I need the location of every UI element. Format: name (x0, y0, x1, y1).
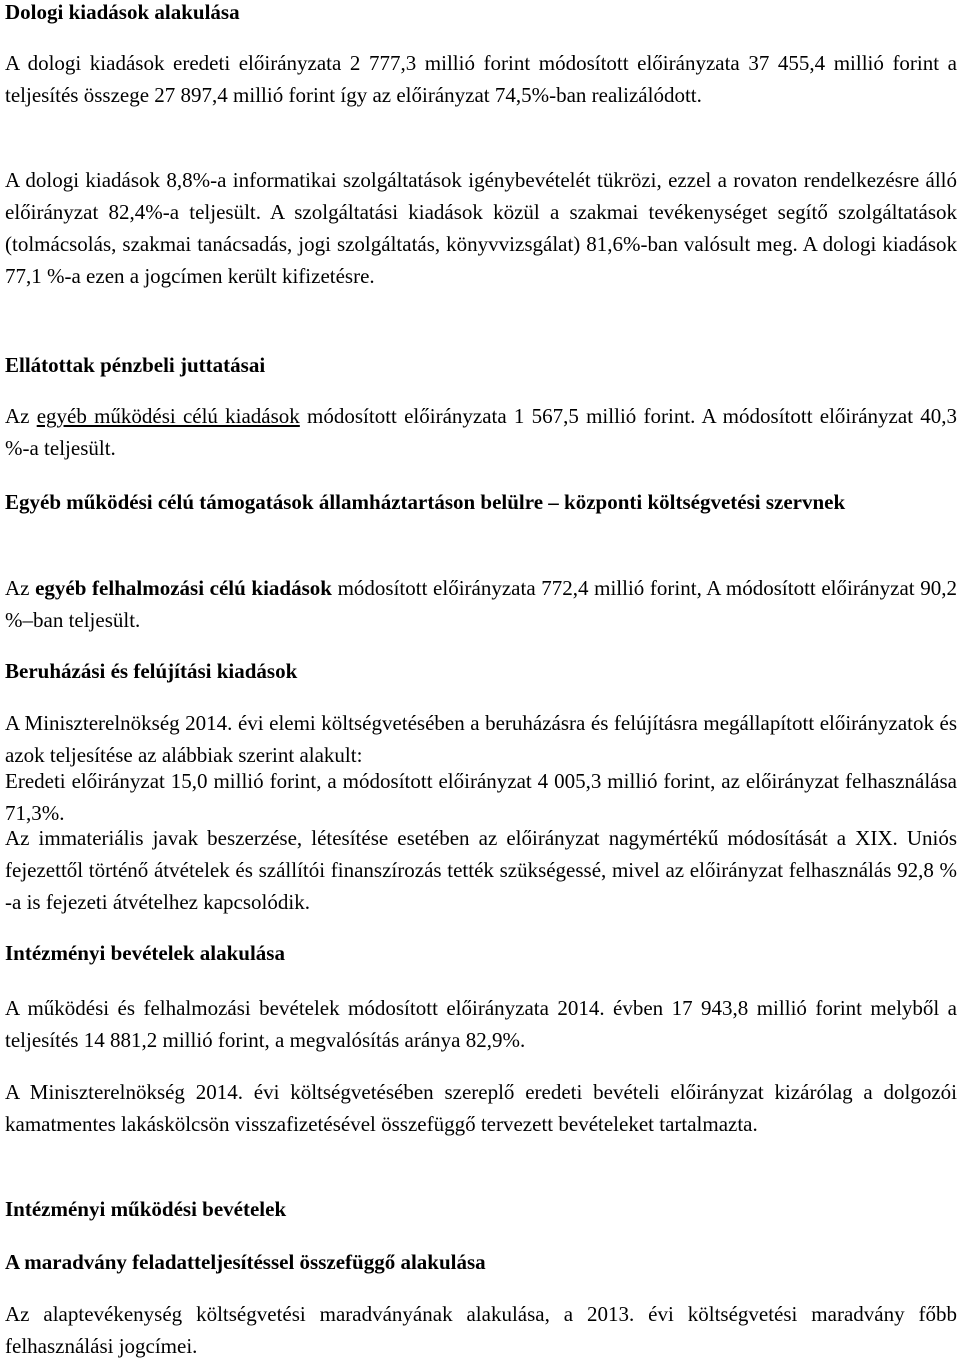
paragraph-egyeb-felhalmozasi (5, 572, 957, 636)
heading-dologi-kiadasok: Dologi kiadások alakulása (5, 0, 240, 24)
paragraph-maradvany: Az alaptevékenység költségvetési maradványának alakulása, a 2013. évi költségvetési maradvány főbb felhasználási jogcímei. (5, 1302, 957, 1358)
paragraph-dologi-1: A dologi kiadások eredeti előirányzata 2 777,3 millió forint módosított előirányzata 37 455,4 millió forint a teljesítés összege 27 897,4 millió forint így az előirányzat 74,5%-ban realizálódott. (5, 51, 957, 107)
paragraph-intezmenyi-1: A működési és felhalmozási bevételek módosított előirányzata 2014. évben 17 943,8 millió forint melyből a teljesítés 14 881,2 millió forint, a megvalósítás aránya 82,9%. (5, 996, 957, 1052)
text-segment: Az (5, 404, 37, 428)
paragraph-beruhazas-1: A Miniszterelnökség 2014. évi elemi költségvetésében a beruházásra és felújításra megállapított előirányzatok és azok teljesítése az alábbiak szerint alakult: (5, 711, 957, 767)
text-segment: módosított előirányzata 772,4 millió forint, A módosított előirányzat 90,2 %–ban teljesült. (5, 576, 957, 632)
heading-beruhazasi: Beruházási és felújítási kiadások (5, 659, 298, 683)
heading-maradvany: A maradvány feladatteljesítéssel összefüggő alakulása (5, 1250, 486, 1274)
text-segment: módosított előirányzata 1 567,5 millió forint. A módosított előirányzat 40,3 %-a teljesült. (5, 404, 957, 460)
heading-intezmenyi-bevetelek: Intézményi bevételek alakulása (5, 941, 285, 965)
paragraph-intezmenyi-2: A Miniszterelnökség 2014. évi költségvetésében szereplő eredeti bevételi előirányzat kizárólag a dolgozói kamatmentes lakáskölcsön visszafizetésével összefüggő tervezett bevételeket tartalmazta. (5, 1080, 957, 1136)
paragraph-ellatottak (5, 400, 957, 464)
paragraph-beruhazas-3: Az immateriális javak beszerzése, létesítése esetében az előirányzat nagymértékű módosítását a XIX. Uniós fejezettől történő átvételek és szállítói finanszírozás tették szükségessé, mivel az előirányzat felhasználás 92,8 % -a is fejezeti átvételhez kapcsolódik. (5, 826, 957, 914)
bold-term: egyéb felhalmozási célú kiadások (35, 576, 332, 600)
paragraph-beruhazas-2: Eredeti előirányzat 15,0 millió forint, a módosított előirányzat 4 005,3 millió forint, az előirányzat felhasználása 71,3%. (5, 769, 957, 825)
paragraph-dologi-2: A dologi kiadások 8,8%-a informatikai szolgáltatások igénybevételét tükrözi, ezzel a rovaton rendelkezésre álló előirányzat 82,4%-a teljesült. A szolgáltatási kiadások közül a szakmai tevékenységet segítő szolgáltatások (tolmácsolás, szakmai tanácsadás, jogi szolgáltatás, könyvvizsgálat) 81,6%-ban valósult meg. A dologi kiadások 77,1 %-a ezen a jogcímen került kifizetésre. (5, 168, 957, 288)
heading-egyeb-mukodesi: Egyéb működési célú támogatások államháztartáson belülre – központi költségvetési szervnek (5, 490, 846, 514)
heading-ellatottak: Ellátottak pénzbeli juttatásai (5, 353, 266, 377)
text-segment: Az (5, 576, 36, 600)
heading-intezmenyi-mukodesi: Intézményi működési bevételek (5, 1197, 287, 1221)
underlined-term: egyéb működési célú kiadások (36, 404, 300, 428)
